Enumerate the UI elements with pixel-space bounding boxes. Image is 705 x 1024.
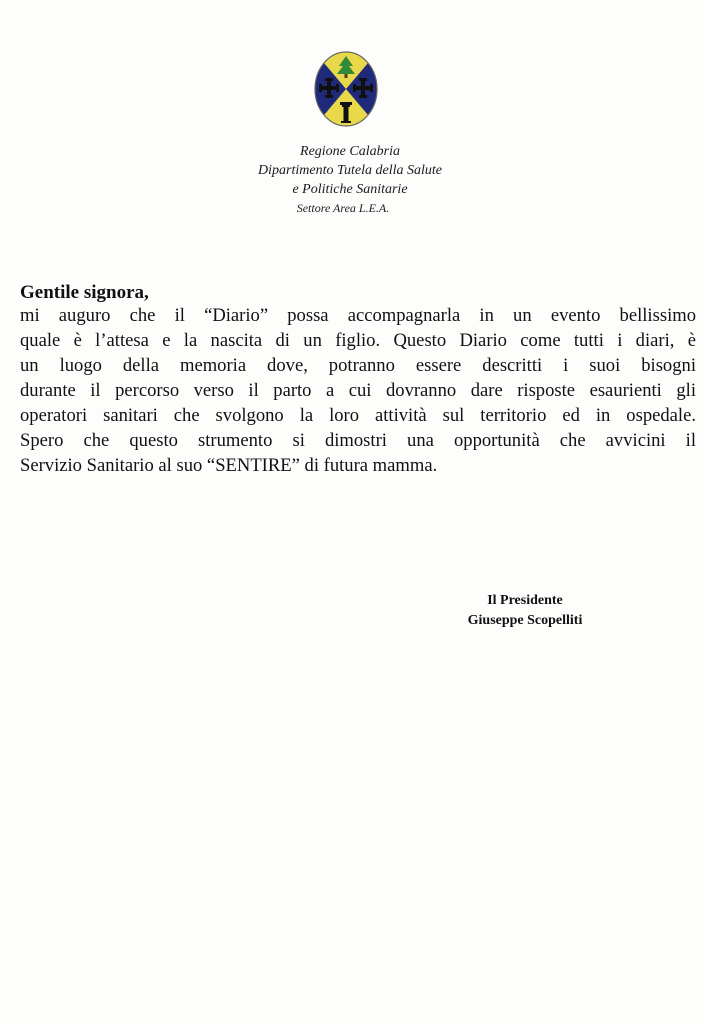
signatory-name: Giuseppe Scopelliti xyxy=(467,613,583,628)
letter-line: Servizio Sanitario al suo “SENTIRE” di futura mamma. xyxy=(20,455,438,476)
department-name: Dipartimento Tutela della Salute xyxy=(258,163,442,178)
letter-body xyxy=(20,303,696,478)
signatory-title: Il Presidente xyxy=(487,593,563,608)
regione-calabria-crest-icon xyxy=(313,50,379,128)
letter-line: un luogo della memoria dove, potranno essere descritti i suoi bisogni xyxy=(20,355,696,376)
salutation: Gentile signora, xyxy=(20,282,149,303)
department-name-cont: e Politiche Sanitarie xyxy=(292,182,408,197)
signature-block xyxy=(440,591,610,631)
sector-name: Settore Area L.E.A. xyxy=(296,201,390,215)
letter-line: Spero che questo strumento si dimostri una opportunità che avvicini il xyxy=(20,430,696,451)
letter-line: mi auguro che il “Diario” possa accompagnarla in un evento bellissimo xyxy=(20,305,696,326)
letter-line: operatori sanitari che svolgono la loro attività sul territorio ed in ospedale. xyxy=(20,405,696,426)
letter-line: quale è l’attesa e la nascita di un figlio. Questo Diario come tutti i diari, è xyxy=(20,330,696,351)
region-name: Regione Calabria xyxy=(300,144,400,159)
letter-line: durante il percorso verso il parto a cui dovranno dare risposte esaurienti gli xyxy=(20,380,696,401)
letterhead xyxy=(200,142,500,218)
